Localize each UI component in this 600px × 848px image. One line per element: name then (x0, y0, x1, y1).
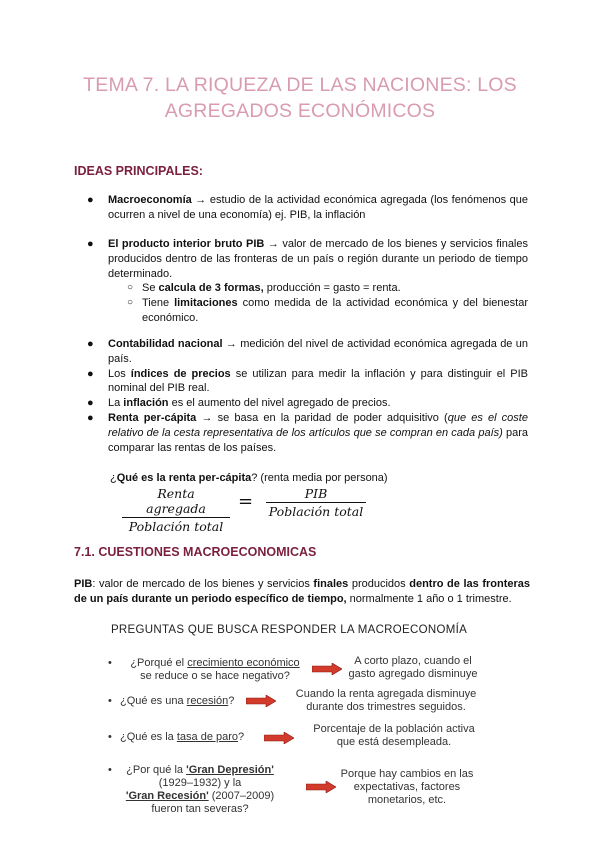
text: (2007–2009) (208, 790, 275, 802)
arrow-glyph: → (201, 411, 213, 424)
term: finales (313, 578, 349, 590)
numerator: Renta agregada (122, 486, 230, 518)
definition: medición del nivel de actividad económica agregada de un país. (108, 338, 528, 365)
fraction-left (122, 486, 230, 534)
slide-title: PREGUNTAS QUE BUSCA RESPONDER LA MACROECONOMÍA (110, 624, 468, 636)
pib-definition (74, 577, 530, 607)
text: fueron tan severas? (151, 803, 249, 815)
underlined-term: 'Gran Recesión' (125, 790, 209, 802)
pib-sub-list (108, 281, 528, 325)
bullet-dot: ● (87, 338, 94, 350)
text: se utilizan para medir la inflación y para distinguir el PIB nominal del PIB real. (108, 367, 529, 395)
text: ¿Qué es una (120, 695, 187, 707)
definition: estudio de la actividad económica agregada (los fenómenos que ocurren a nivel de una economía) ej. PIB, la inflación (108, 194, 529, 221)
term: dentro de las fronteras de un país durante un periodo específico de tiempo, (74, 578, 530, 605)
arrow-glyph: → (195, 194, 207, 206)
sub-bullet-circle: ○ (127, 297, 134, 309)
arrow-glyph: → (267, 238, 279, 250)
text: expectativas, factores (353, 781, 461, 793)
bullet-dot: ● (87, 397, 94, 410)
term: PIB (74, 578, 93, 590)
answer-4 (332, 768, 482, 807)
question-2 (120, 695, 234, 708)
numerator: PIB (266, 486, 366, 503)
red-arrow-icon (264, 732, 294, 744)
text: se reduce o se hace negativo? (140, 670, 290, 682)
question-1 (120, 657, 310, 683)
red-arrow-icon (246, 695, 276, 707)
answer-3 (304, 723, 484, 749)
ideas-heading: IDEAS PRINCIPALES: (74, 164, 203, 178)
text: ¿Qué es la (120, 731, 177, 743)
ideas-list-2 (0, 237, 600, 326)
text: Cuando la renta agregada disminuye (295, 688, 477, 700)
bullet-dot: ● (87, 411, 94, 424)
sub-bullet-calcula (108, 281, 528, 296)
term: índices de precios (130, 367, 231, 380)
bullet-inflacion (0, 396, 600, 411)
bullet-dot: ● (87, 238, 94, 250)
fraction-right (266, 486, 366, 519)
text: Los (108, 367, 131, 380)
bullet-contabilidad (0, 337, 600, 367)
term: limitaciones (174, 297, 238, 310)
text: ¿Porqué el (130, 657, 188, 669)
renta-question (110, 471, 388, 486)
bullet-dot: ● (87, 194, 94, 206)
question-4 (116, 764, 284, 816)
arrow-shape (264, 732, 294, 744)
term: El producto interior bruto PIB (108, 238, 265, 250)
answer-1 (338, 655, 488, 681)
underlined-term: crecimiento económico (187, 657, 300, 669)
text: Tiene (142, 297, 175, 310)
text: producidos (348, 578, 410, 590)
text: como medida de la actividad económica y del bienestar económico. (142, 297, 528, 324)
underlined-term: recesión (186, 695, 229, 707)
ideas-list-3 (0, 337, 600, 455)
text: monetarios, etc. (367, 794, 447, 806)
term: Renta per-cápita (108, 411, 197, 424)
underlined-term: tasa de paro (176, 731, 239, 743)
text: que está desempleada. (336, 736, 452, 748)
text: A corto plazo, cuando el (354, 655, 472, 667)
text: producción = gasto = renta. (263, 282, 401, 295)
section-7-1-heading: 7.1. CUESTIONES MACROECONOMICAS (74, 545, 317, 559)
denominator: Población total (128, 519, 224, 534)
text: para comparar las rentas de los países. (108, 426, 528, 454)
slide-bullet: • (108, 695, 112, 707)
text: ¿ (110, 472, 117, 484)
text: ? (238, 731, 245, 743)
text: es el aumento del nivel agregado de precios. (168, 397, 391, 410)
slide-bullet: • (108, 764, 112, 776)
arrow-glyph: → (225, 338, 237, 350)
text: normalmente 1 año o 1 trimestre. (346, 592, 512, 605)
term: Macroeconomía (108, 194, 192, 206)
term: Contabilidad nacional (108, 338, 223, 350)
denominator: Población total (268, 504, 364, 519)
answer-2 (286, 688, 486, 714)
page-title (40, 72, 560, 124)
text: Se (142, 282, 159, 295)
text: : valor de mercado de los bienes y servicios (92, 578, 314, 590)
slide-bullet: • (108, 731, 112, 743)
definition: se basa en la paridad de poder adquisitivo ( (212, 411, 448, 424)
definition: valor de mercado de los bienes y servicios finales producidos dentro de las fronteras de un país o región durante un periodo de tiempo determinado. (108, 238, 528, 280)
equals-sign: = (238, 491, 254, 512)
text: durante dos trimestres seguidos. (306, 701, 466, 713)
text: La (108, 397, 124, 410)
text: Porcentaje de la población activa (313, 723, 475, 735)
sub-bullet-limitaciones (108, 296, 528, 326)
italic-note: que es el coste relativo de la cesta representativa de los artículos que se compran en cada país) (108, 411, 528, 439)
text: (1929–1932) y la (158, 777, 242, 789)
bullet-dot: ● (87, 367, 94, 380)
term: Qué es la renta per-cápita (116, 472, 252, 484)
text: ? (228, 695, 235, 707)
bullet-pib (0, 237, 600, 326)
bullet-macroeconomia (0, 193, 600, 223)
text: ¿Por qué la (126, 764, 187, 776)
title-line-2: AGREGADOS ECONÓMICOS (164, 100, 436, 122)
text: Porque hay cambios en las (340, 768, 474, 780)
underlined-term: 'Gran Depresión' (186, 764, 274, 776)
bullet-indices (0, 367, 600, 397)
term: inflación (123, 397, 169, 410)
arrow-shape (246, 695, 276, 707)
text: ? (renta media por persona) (251, 472, 388, 484)
slide-bullet: • (108, 657, 112, 669)
sub-bullet-circle: ○ (127, 282, 134, 294)
text: gasto agregado disminuye (348, 668, 478, 680)
title-line-1: TEMA 7. LA RIQUEZA DE LAS NACIONES: LOS (83, 74, 517, 96)
question-3 (120, 731, 244, 744)
term: calcula de 3 formas, (158, 282, 264, 295)
ideas-list-1 (0, 193, 600, 223)
bullet-renta (0, 411, 600, 455)
